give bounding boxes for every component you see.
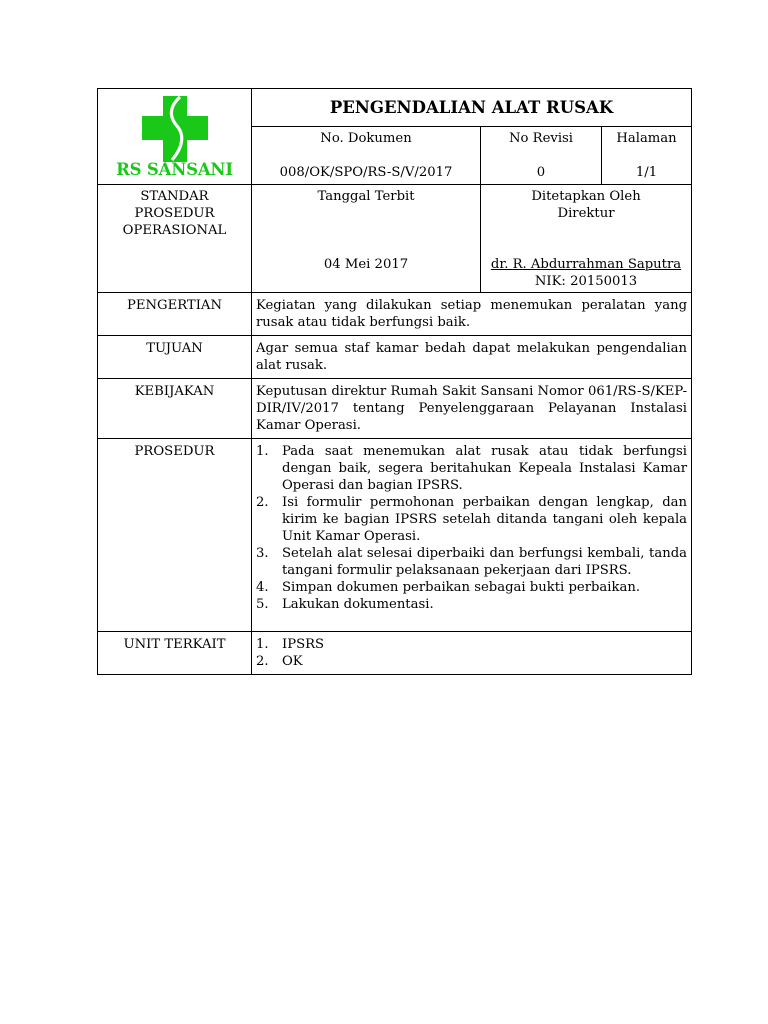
- halaman-value: 1/1: [635, 165, 658, 180]
- prosedur-item: [256, 443, 687, 494]
- hospital-logo: [98, 89, 251, 184]
- tanggal-value: 04 Mei 2017: [323, 257, 409, 272]
- signer-name: dr. R. Abdurrahman Saputra: [490, 257, 682, 272]
- kebijakan-text: Keputusan direktur Rumah Sakit Sansani Nomor 061/RS-S/KEP-DIR/IV/2017 tentang Penyelenggaraan Pelayanan Instalasi Kamar Operasi.: [252, 379, 692, 439]
- tujuan-text: Agar semua staf kamar bedah dapat melakukan pengendalian alat rusak.: [252, 336, 692, 379]
- no-dokumen-value: 008/OK/SPO/RS-S/V/2017: [279, 165, 453, 180]
- pengertian-label: PENGERTIAN: [98, 293, 252, 336]
- signer-nik: NIK: 20150013: [534, 274, 638, 289]
- no-revisi-value: 0: [536, 165, 546, 180]
- unit-number: 1.: [256, 637, 269, 652]
- unit-item: [256, 636, 687, 653]
- step-text: Pada saat menemukan alat rusak atau tidak berfungsi dengan baik, segera beritahukan Kepeala Instalasi Kamar Operasi dan bagian IPSRS.: [282, 444, 688, 493]
- halaman-cell: [602, 127, 692, 165]
- unit-text: OK: [282, 654, 303, 669]
- step-number: 4.: [256, 580, 269, 595]
- step-number: 1.: [256, 444, 269, 459]
- logo-name: RS SANSANI: [116, 160, 233, 179]
- step-number: 3.: [256, 546, 269, 561]
- tanggal-cell: [252, 185, 481, 293]
- sop-document-table: [97, 88, 692, 675]
- no-dokumen-value-cell: [252, 164, 481, 185]
- step-text: Setelah alat selesai diperbaiki dan berfungsi kembali, tanda tangani formulir pelaksanaan pekerjaan dari IPSRS.: [282, 546, 688, 578]
- green-cross-icon: [140, 96, 210, 162]
- step-number: 5.: [256, 597, 269, 612]
- no-revisi-label: No Revisi: [508, 131, 574, 146]
- ditetapkan-cell: [481, 185, 692, 293]
- step-text: Isi formulir permohonan perbaikan dengan lengkap, dan kirim ke bagian IPSRS setelah ditanda tangani oleh kepala Unit Kamar Operasi.: [282, 495, 688, 544]
- kebijakan-label: KEBIJAKAN: [98, 379, 252, 439]
- prosedur-item: [256, 494, 687, 545]
- ditetapkan-line-1: Ditetapkan Oleh: [531, 189, 641, 204]
- prosedur-item: [256, 579, 687, 596]
- title-cell: [252, 89, 692, 127]
- logo-cell: [98, 89, 252, 185]
- unit-item: [256, 653, 687, 670]
- pengertian-text: Kegiatan yang dilakukan setiap menemukan peralatan yang rusak atau tidak berfungsi baik.: [252, 293, 692, 336]
- unit-text: IPSRS: [282, 637, 325, 652]
- no-revisi-cell: [481, 127, 602, 165]
- unit-number: 2.: [256, 654, 269, 669]
- document-title: PENGENDALIAN ALAT RUSAK: [329, 98, 614, 117]
- tanggal-label: Tanggal Terbit: [317, 189, 415, 204]
- prosedur-list: [256, 443, 687, 613]
- halaman-value-cell: [602, 164, 692, 185]
- no-dokumen-cell: [252, 127, 481, 165]
- sop-label-line-2: PROSEDUR: [134, 206, 215, 221]
- prosedur-cell: [252, 439, 692, 632]
- unit-list: [256, 636, 687, 670]
- unit-terkait-label: UNIT TERKAIT: [98, 632, 252, 675]
- prosedur-item: [256, 545, 687, 579]
- sop-label-line-1: STANDAR: [140, 189, 209, 204]
- step-number: 2.: [256, 495, 269, 510]
- prosedur-label: PROSEDUR: [98, 439, 252, 632]
- tujuan-label: TUJUAN: [98, 336, 252, 379]
- ditetapkan-label: [481, 188, 691, 222]
- sop-label-line-3: OPERASIONAL: [122, 223, 227, 238]
- no-revisi-value-cell: [481, 164, 602, 185]
- prosedur-item: [256, 596, 687, 613]
- no-dokumen-label: No. Dokumen: [320, 131, 412, 146]
- sop-label-cell: [98, 185, 252, 293]
- ditetapkan-line-2: Direktur: [557, 206, 615, 221]
- step-text: Simpan dokumen perbaikan sebagai bukti perbaikan.: [282, 580, 641, 595]
- halaman-label: Halaman: [616, 131, 677, 146]
- step-text: Lakukan dokumentasi.: [282, 597, 434, 612]
- unit-terkait-cell: [252, 632, 692, 675]
